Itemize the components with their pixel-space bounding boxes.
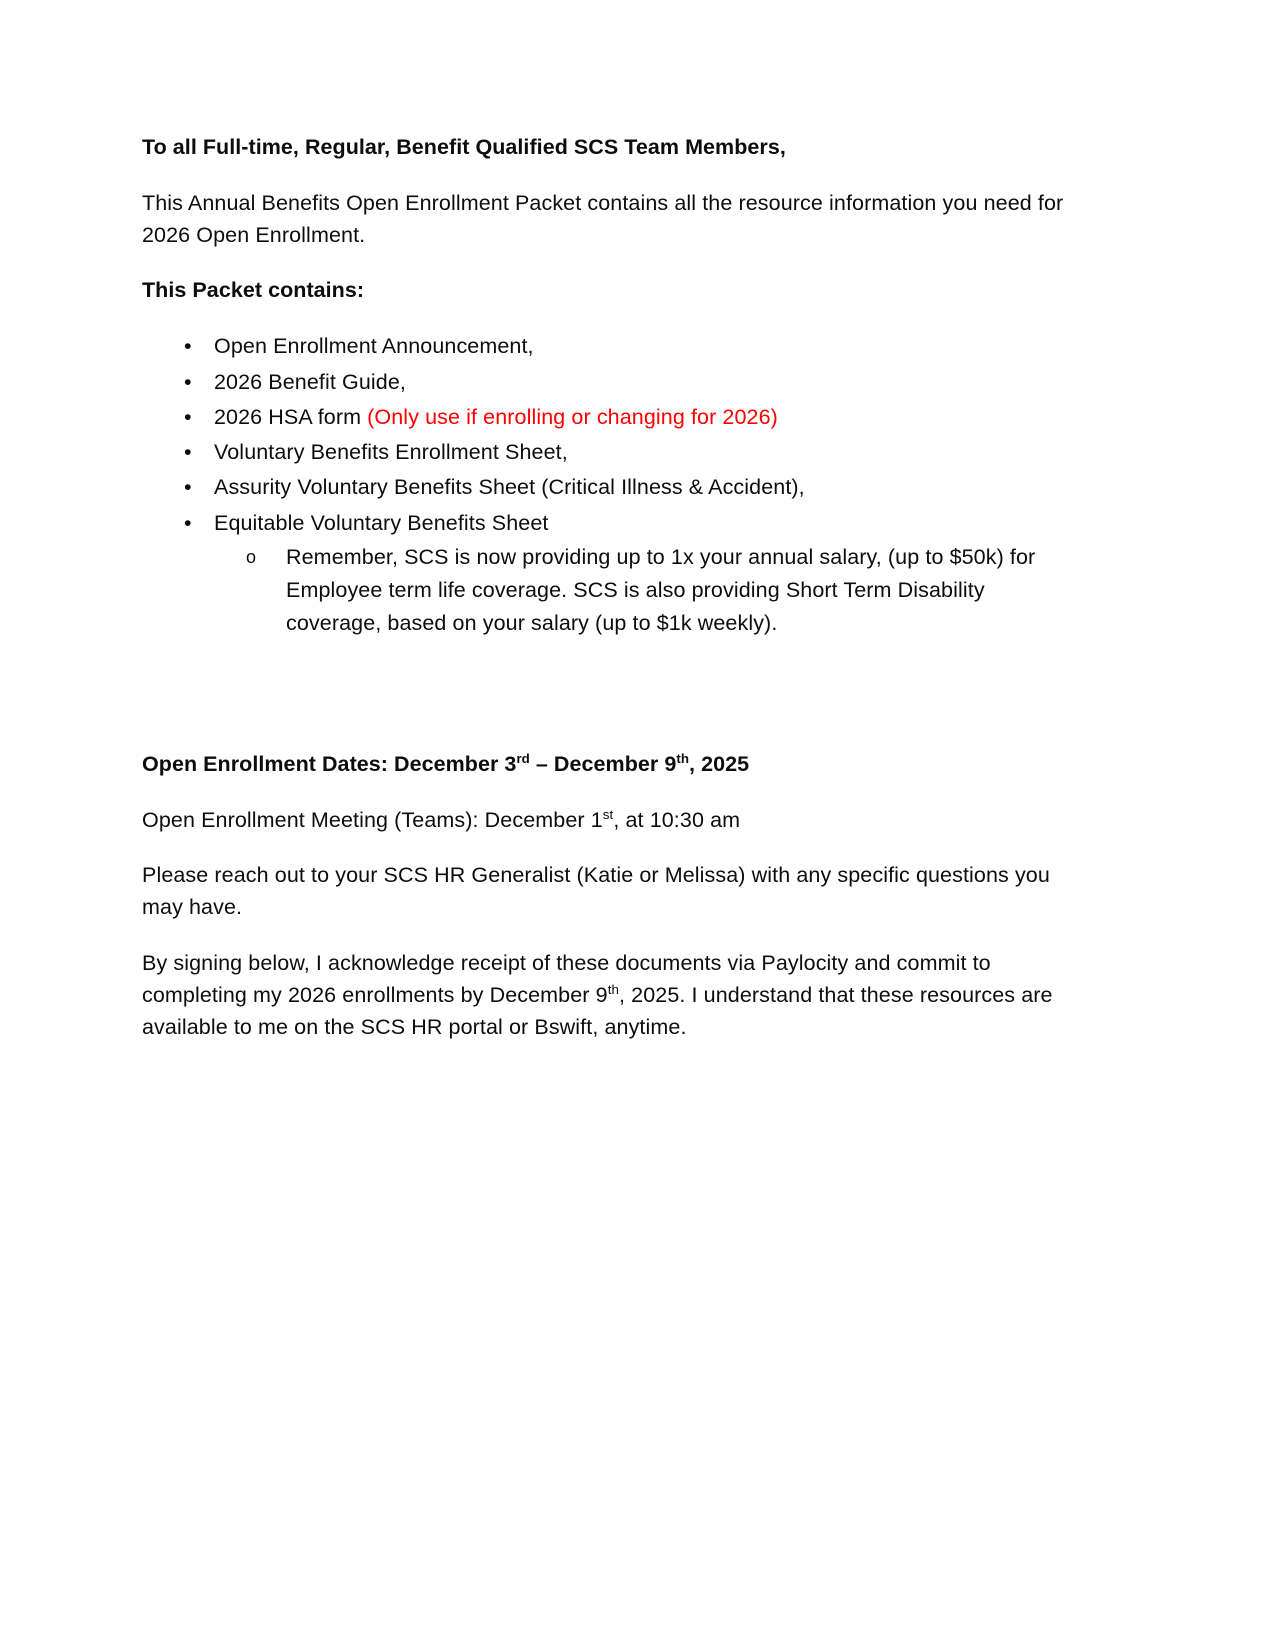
bullet-icon: • <box>184 510 192 535</box>
list-item <box>142 506 1072 641</box>
list-item-label: 2026 Benefit Guide, <box>214 369 406 394</box>
ack-part-1: By signing below, I acknowledge receipt of these documents via Paylocity and commit to completing my 2026 enrollments by December 9 <box>142 950 991 1007</box>
document-body <box>142 132 1072 1067</box>
ack-part-2: , 2025. I understand that these resources are available to me on the SCS HR portal or Bswift, anytime. <box>142 982 1053 1039</box>
bullet-icon: • <box>184 404 192 429</box>
contact-paragraph: Please reach out to your SCS HR Generalist (Katie or Melissa) with any specific questions you may have. <box>142 863 1050 920</box>
packet-contains-heading: This Packet contains: <box>142 278 365 303</box>
section-spacer <box>142 641 1072 749</box>
sub-bullet-list <box>214 541 1072 641</box>
dates-ordinal-1: rd <box>516 750 530 766</box>
acknowledgement-paragraph <box>142 948 1072 1043</box>
dates-part-3: , 2025 <box>689 751 750 776</box>
bullet-icon: • <box>184 369 192 394</box>
list-item <box>142 435 1072 470</box>
list-item-label: Voluntary Benefits Enrollment Sheet, <box>214 440 568 464</box>
list-item <box>142 365 1072 400</box>
open-enrollment-dates-heading <box>142 749 1072 781</box>
list-item-label: Remember, SCS is now providing up to 1x your annual salary, (up to $50k) for Employee term life coverage. SCS is also providing Short Term Disability coverage, based on your salary (up to $1k weekly). <box>286 544 1036 636</box>
ack-ordinal: th <box>607 981 620 997</box>
bullet-icon: • <box>184 475 192 500</box>
dates-part-2: – December 9 <box>529 751 677 776</box>
meeting-part-1: Open Enrollment Meeting (Teams): December 1 <box>142 807 603 832</box>
list-item-label: Assurity Voluntary Benefits Sheet (Critical Illness & Accident), <box>214 475 805 500</box>
list-item <box>214 541 1072 641</box>
bullet-icon: • <box>184 440 192 464</box>
list-item <box>142 329 1072 364</box>
meeting-part-2: , at 10:30 am <box>613 807 741 832</box>
list-item <box>142 400 1072 435</box>
list-item-label: Equitable Voluntary Benefits Sheet <box>214 510 549 535</box>
packet-contents-list <box>142 329 1072 640</box>
list-item <box>142 470 1072 505</box>
bullet-icon: • <box>184 334 192 359</box>
list-item-note: (Only use if enrolling or changing for 2026) <box>367 404 778 429</box>
dates-ordinal-2: th <box>676 750 690 766</box>
salutation: To all Full-time, Regular, Benefit Qualified SCS Team Members, <box>142 135 786 159</box>
meeting-ordinal: st <box>602 806 614 822</box>
intro-paragraph: This Annual Benefits Open Enrollment Packet contains all the resource information you need for 2026 Open Enrollment. <box>142 190 1064 247</box>
circle-bullet-icon: o <box>246 546 257 567</box>
list-item-label: 2026 HSA form <box>214 404 368 429</box>
dates-part-1: Open Enrollment Dates: December 3 <box>142 751 517 776</box>
meeting-line <box>142 805 1072 837</box>
list-item-label: Open Enrollment Announcement, <box>214 334 534 359</box>
